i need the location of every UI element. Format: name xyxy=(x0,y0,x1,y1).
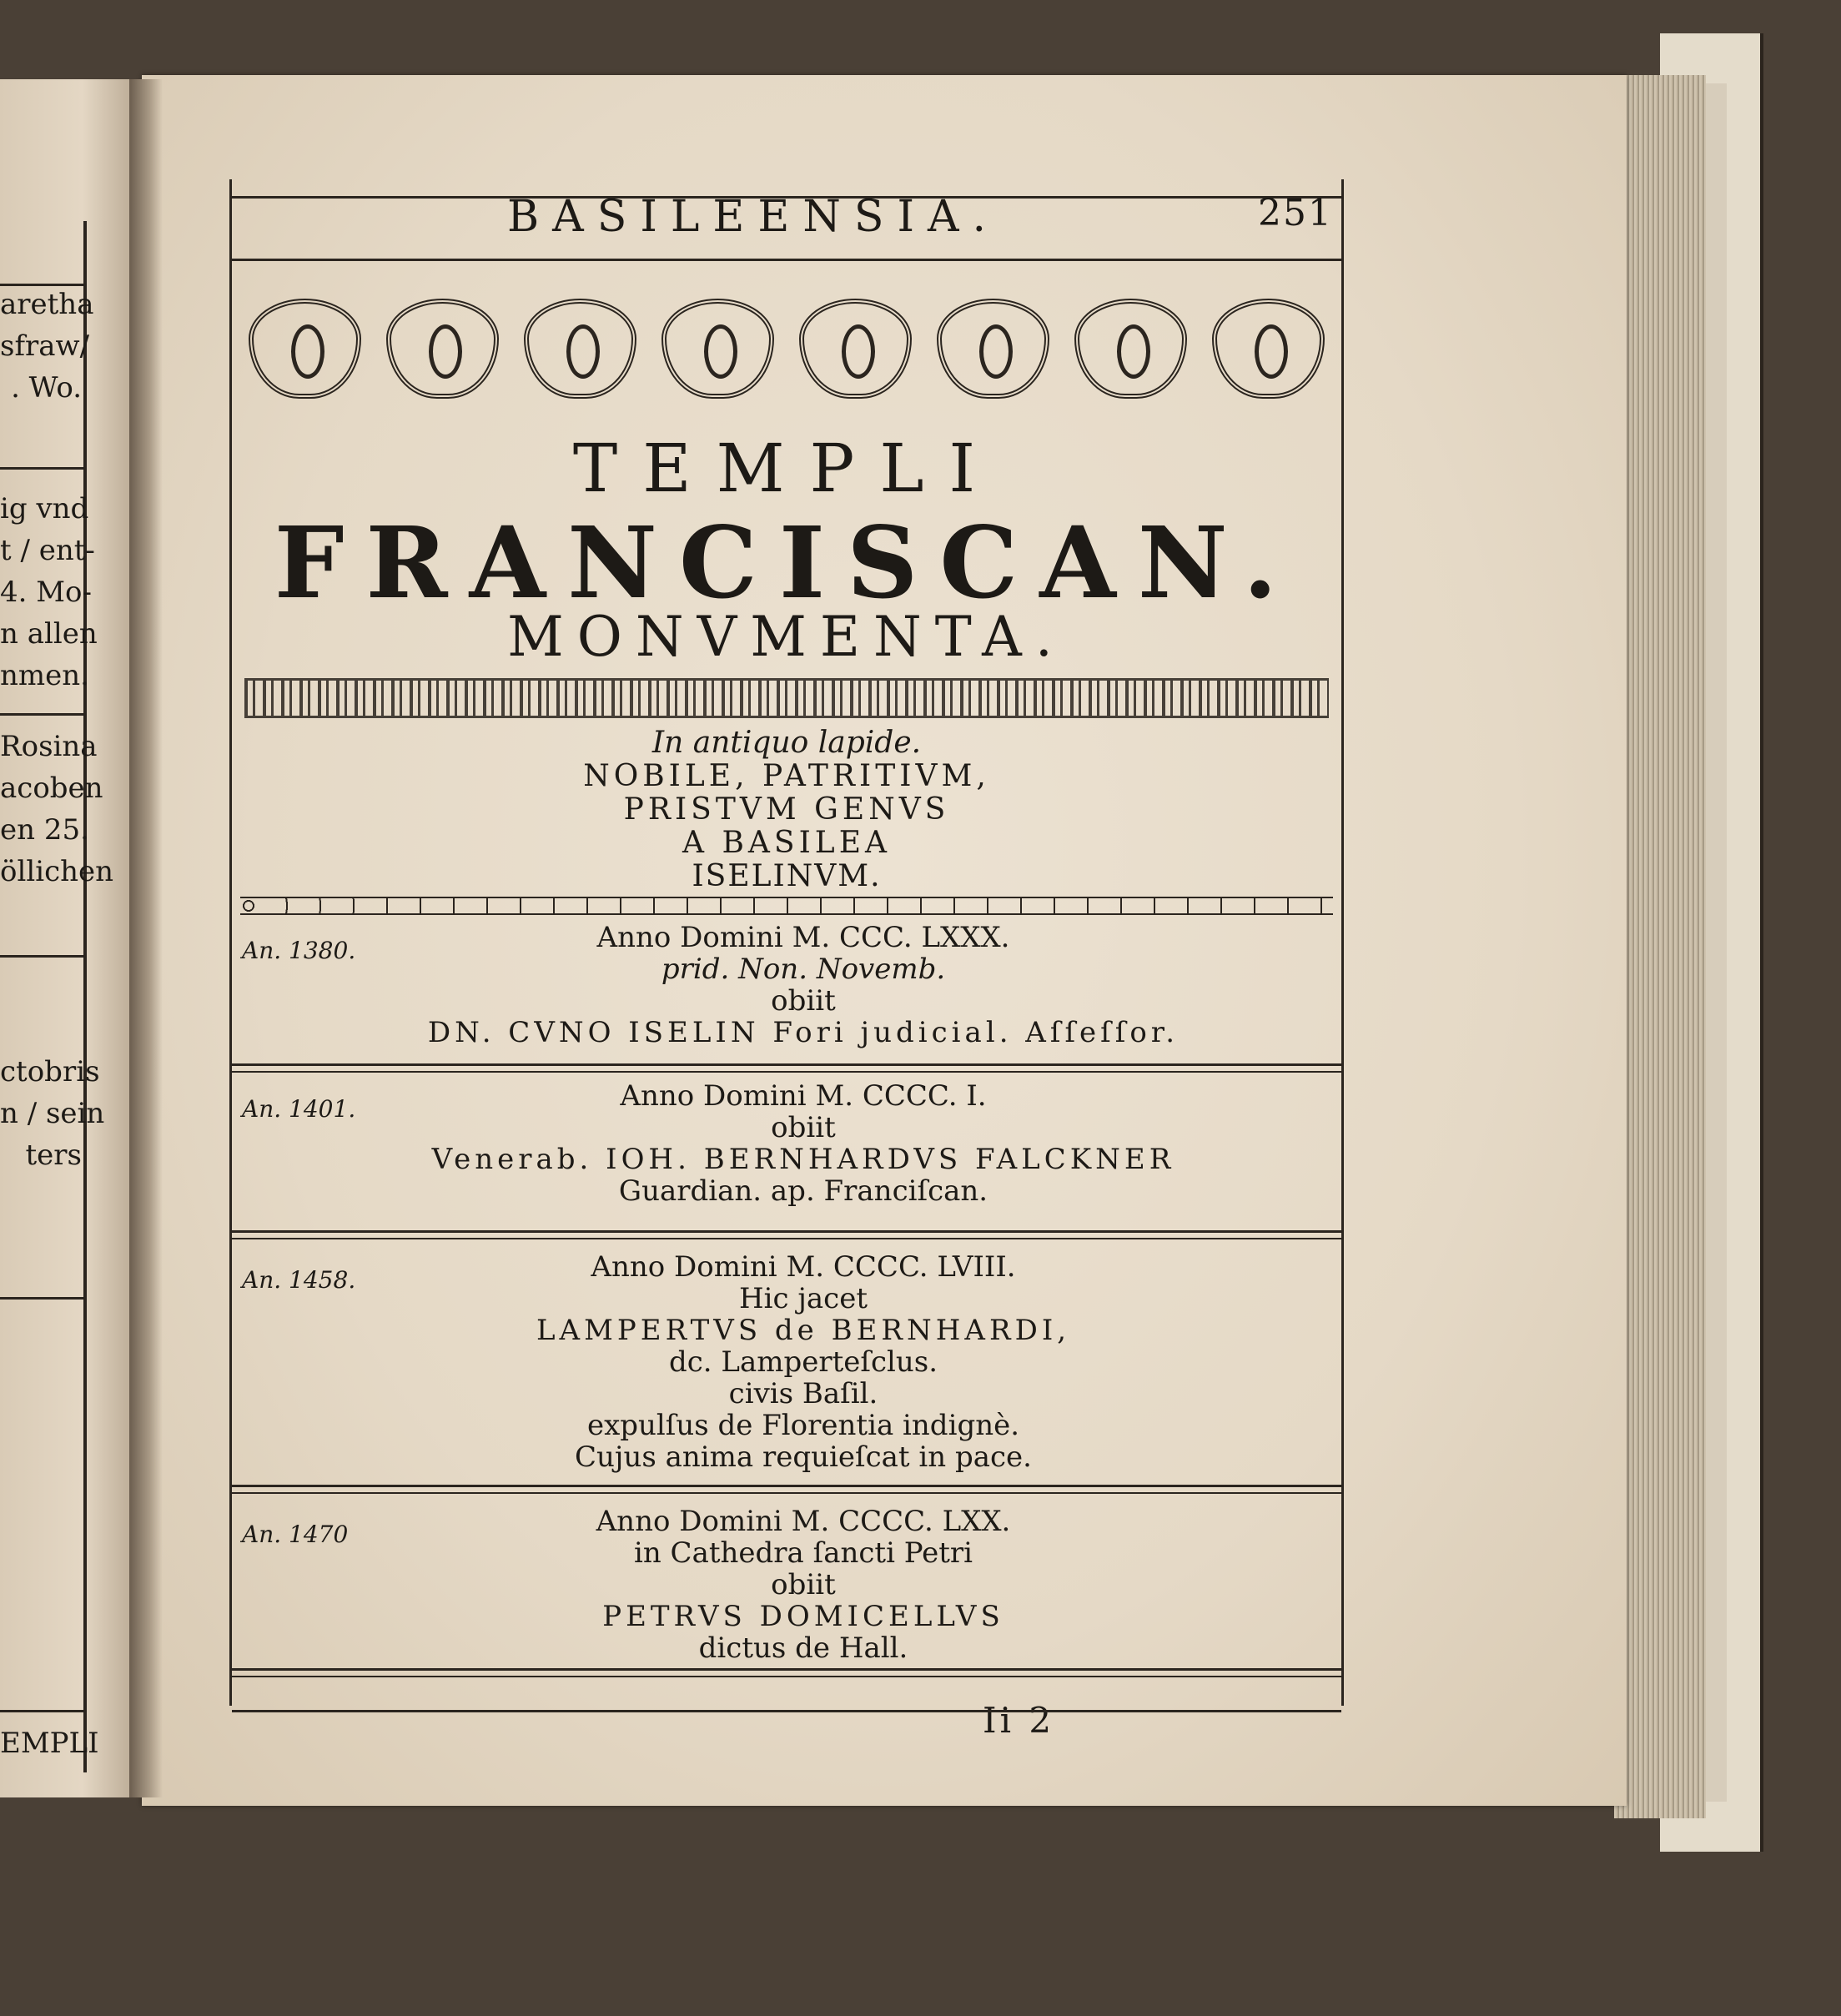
inscription xyxy=(232,726,1341,893)
left-rule xyxy=(0,1297,83,1300)
entry-line: Anno Domini M. CCCC. LVIII. xyxy=(591,1250,1016,1284)
text-frame xyxy=(229,179,1344,1741)
entry-line: LAMPERTVS de BERNHARDI, xyxy=(536,1314,1071,1347)
entry-line: PETRVS DOMICELLVS xyxy=(602,1600,1004,1633)
left-line: n allen xyxy=(0,617,98,651)
decorative-border-band xyxy=(244,678,1329,718)
left-rule xyxy=(0,713,83,716)
entry-year: An. 1470 xyxy=(242,1521,349,1548)
title-line-2: FRANCISCAN. xyxy=(274,505,1300,621)
inscription-line: A BASILEA xyxy=(682,826,891,860)
ornament-motif xyxy=(524,299,636,399)
ornament-motif xyxy=(386,299,499,399)
entry-body xyxy=(365,1506,1241,1664)
left-line: en 25. xyxy=(0,813,89,847)
entry-line: Venerab. IOH. BERNHARDVS FALCKNER xyxy=(431,1143,1175,1176)
left-rule xyxy=(0,284,83,286)
ornament-motif xyxy=(661,299,774,399)
entry-line: prid. Non. Novemb. xyxy=(661,953,946,986)
entry-line: in Cathedra ſancti Petri xyxy=(633,1536,973,1570)
left-line: ctobris xyxy=(0,1055,100,1088)
gutter-shadow xyxy=(129,79,163,1797)
entry-line: Guardian. ap. Franciſcan. xyxy=(618,1174,988,1208)
left-rule xyxy=(0,1710,83,1712)
entry-year: An. 1458. xyxy=(242,1266,356,1294)
inscription-line: PRISTVM GENVS xyxy=(623,792,950,827)
head-rule xyxy=(232,259,1341,261)
frame-bottom-rule xyxy=(232,1710,1341,1712)
entry-divider xyxy=(232,1668,1341,1677)
entry-line: Anno Domini M. CCC. LXXX. xyxy=(596,921,1010,954)
ornament-motif xyxy=(1212,299,1325,399)
left-line: sfraw/ xyxy=(0,329,90,363)
entry-line: obiit xyxy=(771,1111,836,1144)
entry-body xyxy=(365,1251,1241,1473)
entry-line: Anno Domini M. CCCC. LXX. xyxy=(596,1505,1011,1538)
left-line: EMPLI xyxy=(0,1727,99,1760)
entry-line: expulſus de Florentia indignè. xyxy=(586,1409,1020,1442)
title-line-1: TEMPLI xyxy=(572,430,1001,507)
page-block-edge xyxy=(1706,83,1727,1802)
left-line: . Wo. xyxy=(11,371,82,405)
left-line: nmen. xyxy=(0,659,89,692)
entry-line: dc. Lamperteſclus. xyxy=(668,1345,938,1379)
left-rule xyxy=(0,467,83,470)
left-line: n / sein xyxy=(0,1097,105,1130)
entry-divider xyxy=(232,1485,1341,1494)
running-head-title: BASILEENSIA. xyxy=(506,192,1000,242)
page-block-edge xyxy=(1614,75,1706,1818)
page-number: 251 xyxy=(1258,192,1333,234)
entry-body xyxy=(365,1080,1241,1207)
entry-line: civis Baſil. xyxy=(728,1377,878,1410)
left-line: ig vnd xyxy=(0,492,89,525)
entry-divider xyxy=(232,1063,1341,1073)
left-line: t / ent- xyxy=(0,534,95,567)
entry-line: obiit xyxy=(771,1568,836,1601)
entry-body xyxy=(365,922,1241,1048)
running-head xyxy=(232,192,1341,242)
left-page-frame xyxy=(0,221,114,1772)
ornament-motif xyxy=(937,299,1049,399)
ornament-motif xyxy=(1074,299,1187,399)
entry-year: An. 1401. xyxy=(242,1095,356,1123)
left-line: aretha xyxy=(0,288,94,321)
ornamental-band xyxy=(249,288,1325,409)
inscription-line: ISELINVM. xyxy=(692,859,882,893)
entry-year: An. 1380. xyxy=(242,937,356,964)
entry-line: DN. CVNO ISELIN Fori judicial. Aſſeſſor. xyxy=(427,1016,1180,1049)
chain-border xyxy=(240,897,1333,915)
inscription-line: NOBILE, PATRITIVM, xyxy=(583,759,990,793)
title-line-3: MONVMENTA. xyxy=(507,605,1066,669)
entry-line: obiit xyxy=(771,984,836,1018)
entry-line: Hic jacet xyxy=(738,1282,868,1315)
ornament-motif xyxy=(799,299,912,399)
entry-line: dictus de Hall. xyxy=(698,1631,908,1665)
entry-divider xyxy=(232,1230,1341,1239)
left-line: 4. Mo- xyxy=(0,576,93,609)
left-line: ters xyxy=(25,1139,82,1172)
left-page xyxy=(0,79,138,1797)
left-rule xyxy=(0,955,83,958)
left-line: öllichen xyxy=(0,855,114,888)
inscription-intro: In antiquo lapide. xyxy=(651,726,922,760)
left-line: Rosina xyxy=(0,730,98,763)
entry-line: Anno Domini M. CCCC. I. xyxy=(620,1079,987,1113)
entry-line: Cujus anima requieſcat in pace. xyxy=(575,1440,1032,1474)
ornament-motif xyxy=(249,299,361,399)
left-line: acoben xyxy=(0,772,103,805)
signature-mark: Ii 2 xyxy=(983,1700,1055,1741)
